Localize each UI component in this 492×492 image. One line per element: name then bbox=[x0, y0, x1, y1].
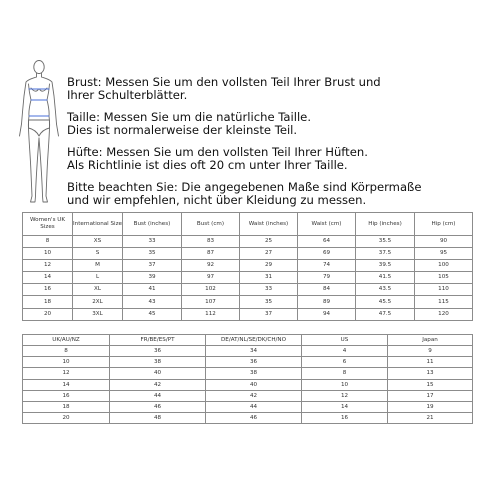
instruction-line: Dies ist normalerweise der kleinste Teil. bbox=[67, 123, 298, 137]
table-cell: 83 bbox=[182, 236, 240, 248]
table-cell: 79 bbox=[298, 272, 356, 284]
table-cell: 44 bbox=[206, 401, 302, 412]
instruction-line: Ihrer Schulterblätter. bbox=[67, 88, 188, 102]
table-cell: 39.5 bbox=[356, 260, 415, 272]
table-cell: 34 bbox=[206, 346, 302, 357]
table-row bbox=[23, 296, 473, 308]
table-cell: 48 bbox=[110, 413, 206, 424]
hip-instruction bbox=[67, 146, 487, 172]
table-cell: 14 bbox=[23, 272, 73, 284]
column-header: International Size bbox=[73, 213, 123, 236]
table-cell: 37 bbox=[123, 260, 182, 272]
column-header: FR/BE/ES/PT bbox=[110, 335, 206, 346]
table-row bbox=[23, 379, 473, 390]
table-cell: 16 bbox=[23, 284, 73, 296]
table-cell: 40 bbox=[110, 368, 206, 379]
table-row bbox=[23, 401, 473, 412]
table-cell: 37 bbox=[240, 308, 298, 320]
table-cell: 38 bbox=[206, 368, 302, 379]
table-cell: 35 bbox=[123, 248, 182, 260]
size-conversion-table bbox=[22, 334, 473, 424]
table-cell: 33 bbox=[123, 236, 182, 248]
table-cell: 112 bbox=[182, 308, 240, 320]
table-row bbox=[23, 413, 473, 424]
table-cell: 46 bbox=[110, 401, 206, 412]
table-row bbox=[23, 390, 473, 401]
column-header: Waist (cm) bbox=[298, 213, 356, 236]
table-cell: 9 bbox=[388, 346, 473, 357]
table-cell: 8 bbox=[23, 346, 110, 357]
table-cell: 39 bbox=[123, 272, 182, 284]
table-cell: 12 bbox=[23, 368, 110, 379]
table-cell: L bbox=[73, 272, 123, 284]
table-cell: 89 bbox=[298, 296, 356, 308]
table-cell: 105 bbox=[415, 272, 473, 284]
table-cell: 3XL bbox=[73, 308, 123, 320]
table-cell: 107 bbox=[182, 296, 240, 308]
table-cell: 36 bbox=[110, 346, 206, 357]
table-cell: 8 bbox=[23, 236, 73, 248]
table-cell: 42 bbox=[206, 390, 302, 401]
table-cell: 94 bbox=[298, 308, 356, 320]
column-header: Bust (inches) bbox=[123, 213, 182, 236]
table-cell: 110 bbox=[415, 284, 473, 296]
table-cell: 16 bbox=[302, 413, 388, 424]
table-cell: 27 bbox=[240, 248, 298, 260]
size-chart-table bbox=[22, 212, 473, 321]
table-cell: 29 bbox=[240, 260, 298, 272]
table-cell: 20 bbox=[23, 413, 110, 424]
column-header: US bbox=[302, 335, 388, 346]
column-header: Hip (cm) bbox=[415, 213, 473, 236]
table-cell: 69 bbox=[298, 248, 356, 260]
body-measurement-figure-icon bbox=[14, 58, 64, 206]
table-cell: 14 bbox=[23, 379, 110, 390]
table-cell: 120 bbox=[415, 308, 473, 320]
column-header: Japan bbox=[388, 335, 473, 346]
table-cell: 12 bbox=[23, 260, 73, 272]
table-row bbox=[23, 346, 473, 357]
table-cell: 47.5 bbox=[356, 308, 415, 320]
table-cell: 90 bbox=[415, 236, 473, 248]
table-cell: 14 bbox=[302, 401, 388, 412]
table-cell: 42 bbox=[110, 379, 206, 390]
table-row bbox=[23, 236, 473, 248]
table-cell: 64 bbox=[298, 236, 356, 248]
measurement-instructions bbox=[67, 76, 487, 216]
table-row bbox=[23, 248, 473, 260]
table-cell: 31 bbox=[240, 272, 298, 284]
table-cell: 115 bbox=[415, 296, 473, 308]
table-cell: 100 bbox=[415, 260, 473, 272]
table-row bbox=[23, 368, 473, 379]
table-cell: 37.5 bbox=[356, 248, 415, 260]
table-row bbox=[23, 284, 473, 296]
instruction-line: Hüfte: Messen Sie um den vollsten Teil Ihrer Hüften. bbox=[67, 145, 368, 159]
table-cell: 13 bbox=[388, 368, 473, 379]
table-row bbox=[23, 272, 473, 284]
table-cell: 74 bbox=[298, 260, 356, 272]
table-cell: 45 bbox=[123, 308, 182, 320]
instruction-line: Taille: Messen Sie um die natürliche Taille. bbox=[67, 110, 312, 124]
waist-instruction bbox=[67, 111, 487, 137]
table-cell: 38 bbox=[110, 357, 206, 368]
column-header: UK/AU/NZ bbox=[23, 335, 110, 346]
size-chart-header-row bbox=[23, 213, 473, 236]
conversion-header-row bbox=[23, 335, 473, 346]
instruction-line: und wir empfehlen, nicht über Kleidung zu messen. bbox=[67, 193, 367, 207]
table-cell: 43 bbox=[123, 296, 182, 308]
table-cell: 2XL bbox=[73, 296, 123, 308]
column-header: Bust (cm) bbox=[182, 213, 240, 236]
table-cell: M bbox=[73, 260, 123, 272]
table-cell: 10 bbox=[23, 248, 73, 260]
table-cell: 45.5 bbox=[356, 296, 415, 308]
measurement-note bbox=[67, 181, 487, 207]
table-cell: 97 bbox=[182, 272, 240, 284]
table-row bbox=[23, 260, 473, 272]
instruction-line: Als Richtlinie ist dies oft 20 cm unter Ihrer Taille. bbox=[67, 158, 348, 172]
table-cell: 46 bbox=[206, 413, 302, 424]
table-cell: 43.5 bbox=[356, 284, 415, 296]
column-header: Women's UK Sizes bbox=[23, 213, 73, 236]
table-cell: 35 bbox=[240, 296, 298, 308]
table-cell: 36 bbox=[206, 357, 302, 368]
table-cell: 6 bbox=[302, 357, 388, 368]
instruction-line: Brust: Messen Sie um den vollsten Teil Ihrer Brust und bbox=[67, 75, 381, 89]
table-cell: 41.5 bbox=[356, 272, 415, 284]
table-cell: 41 bbox=[123, 284, 182, 296]
table-cell: 84 bbox=[298, 284, 356, 296]
table-cell: 33 bbox=[240, 284, 298, 296]
table-cell: 18 bbox=[23, 296, 73, 308]
table-cell: 10 bbox=[23, 357, 110, 368]
table-cell: 15 bbox=[388, 379, 473, 390]
table-cell: XS bbox=[73, 236, 123, 248]
table-cell: 11 bbox=[388, 357, 473, 368]
table-cell: 10 bbox=[302, 379, 388, 390]
table-cell: 44 bbox=[110, 390, 206, 401]
column-header: Hip (inches) bbox=[356, 213, 415, 236]
table-cell: 20 bbox=[23, 308, 73, 320]
table-cell: 40 bbox=[206, 379, 302, 390]
table-cell: 25 bbox=[240, 236, 298, 248]
table-cell: 17 bbox=[388, 390, 473, 401]
table-cell: 95 bbox=[415, 248, 473, 260]
column-header: DE/AT/NL/SE/DK/CH/NO bbox=[206, 335, 302, 346]
table-cell: 19 bbox=[388, 401, 473, 412]
table-cell: 18 bbox=[23, 401, 110, 412]
table-cell: XL bbox=[73, 284, 123, 296]
table-cell: 4 bbox=[302, 346, 388, 357]
table-cell: 87 bbox=[182, 248, 240, 260]
table-cell: 92 bbox=[182, 260, 240, 272]
table-cell: S bbox=[73, 248, 123, 260]
column-header: Waist (inches) bbox=[240, 213, 298, 236]
table-cell: 35.5 bbox=[356, 236, 415, 248]
instruction-line: Bitte beachten Sie: Die angegebenen Maße sind Körpermaße bbox=[67, 180, 422, 194]
table-cell: 102 bbox=[182, 284, 240, 296]
table-cell: 16 bbox=[23, 390, 110, 401]
table-row bbox=[23, 357, 473, 368]
table-cell: 21 bbox=[388, 413, 473, 424]
table-cell: 8 bbox=[302, 368, 388, 379]
bust-instruction bbox=[67, 76, 487, 102]
table-row bbox=[23, 308, 473, 320]
table-cell: 12 bbox=[302, 390, 388, 401]
